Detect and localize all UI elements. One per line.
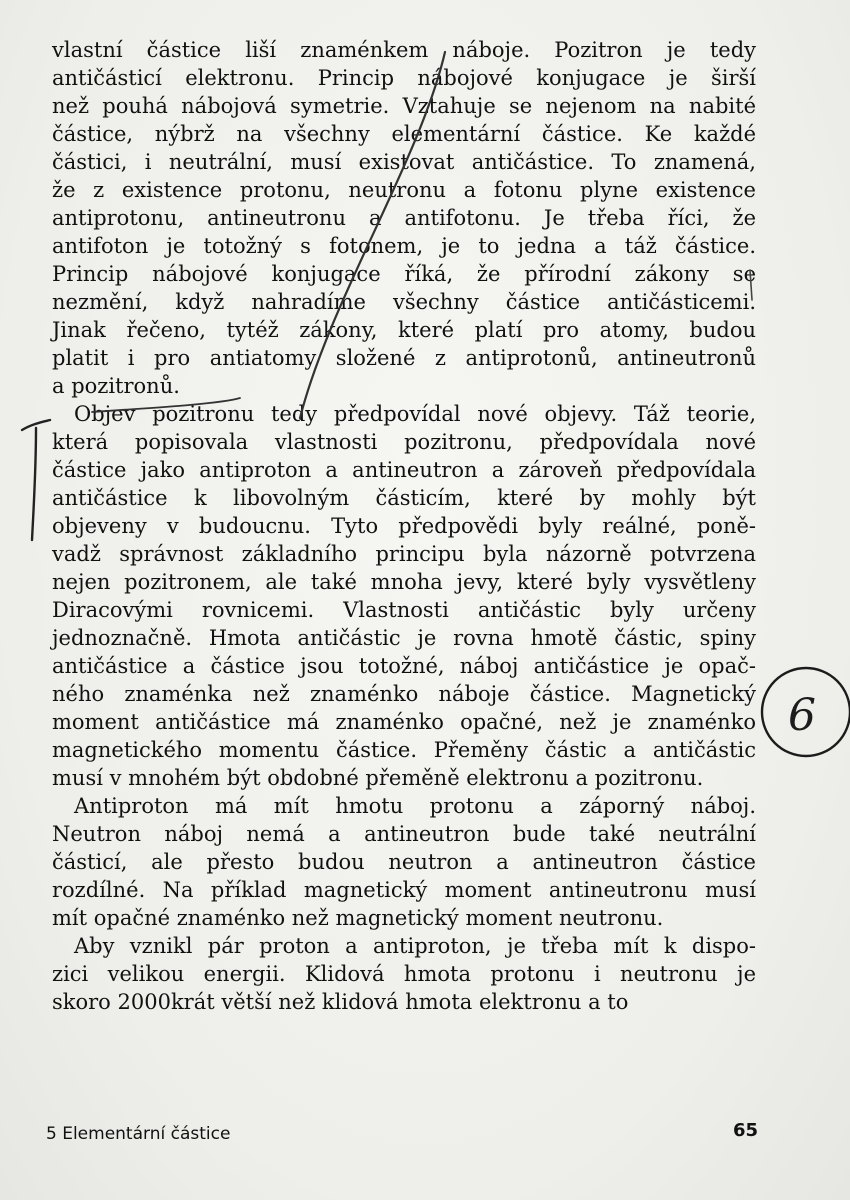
text-line: antifoton je totožný s fotonem, je to jedna a táž částice. [52, 234, 756, 258]
text-line: mít opačné znaménko než magnetický moment neutronu. [52, 906, 664, 930]
body-text [52, 36, 756, 1016]
text-line: antiprotonu, antineutronu a antifotonu. Je třeba říci, že [52, 206, 756, 230]
text-line: rozdílné. Na příklad magnetický moment antineutronu musí [52, 878, 756, 902]
text-line: ného znaménka než znaménko náboje částice. Magnetický [52, 682, 756, 706]
text-line: Aby vznikl pár proton a antiproton, je třeba mít k dispo- [74, 934, 756, 958]
text-line: zici velikou energii. Klidová hmota protonu i neutronu je [52, 962, 756, 986]
text-line: částice, nýbrž na všechny elementární částice. Ke každé [52, 122, 756, 146]
page-number: 65 [732, 1120, 758, 1141]
text-line: částicí, ale přesto budou neutron a antineutron částice [52, 850, 756, 874]
text-line: a pozitronů. [52, 374, 180, 398]
text-line: skoro 2000krát větší než klidová hmota elektronu a to [52, 990, 629, 1014]
text-line: Diracovými rovnicemi. Vlastnosti antičástic byly určeny [52, 598, 756, 622]
page-footer [46, 1120, 758, 1144]
text-line: platit i pro antiatomy složené z antiprotonů, antineutronů [52, 346, 756, 370]
chapter-running-title: 5 Elementární částice [46, 1124, 231, 1144]
text-line: objeveny v budoucnu. Tyto předpovědi byly reálné, poně- [52, 514, 756, 538]
text-line: nejen pozitronem, ale také mnoha jevy, které byly vysvětleny [52, 570, 756, 594]
text-line: částice jako antiproton a antineutron a zároveň předpovídala [52, 458, 756, 482]
text-line: částici, i neutrální, musí existovat antičástice. To znamená, [52, 150, 756, 174]
text-line: že z existence protonu, neutronu a fotonu plyne existence [52, 178, 756, 202]
text-line: vlastní částice liší znaménkem náboje. Pozitron je tedy [52, 38, 756, 62]
text-line: moment antičástice má znaménko opačné, než je znaménko [52, 710, 756, 734]
text-line: vadž správnost základního principu byla názorně potvrzena [52, 542, 756, 566]
text-line: nezmění, když nahradíme všechny částice antičásticemi. [52, 290, 756, 314]
text-line: Neutron náboj nemá a antineutron bude také neutrální [52, 822, 756, 846]
text-line: která popisovala vlastnosti pozitronu, předpovídala nové [52, 430, 756, 454]
text-line: Princip nábojové konjugace říká, že přírodní zákony se [52, 262, 756, 286]
text-line: Objev pozitronu tedy předpovídal nové objevy. Táž teorie, [74, 402, 756, 426]
text-line: antičástice a částice jsou totožné, náboj antičástice je opač- [52, 654, 756, 678]
text-line: jednoznačně. Hmota antičástic je rovna hmotě částic, spiny [52, 626, 756, 650]
text-line: musí v mnohém být obdobné přeměně elektronu a pozitronu. [52, 766, 704, 790]
text-line: Jinak řečeno, tytéž zákony, které platí pro atomy, budou [52, 318, 756, 342]
text-line: než pouhá nábojová symetrie. Vztahuje se nejenom na nabité [52, 94, 756, 118]
text-line: magnetického momentu částice. Přeměny částic a antičástic [52, 738, 756, 762]
text-line: antičástice k libovolným částicím, které by mohly být [52, 486, 756, 510]
circled-handwritten-number: 6 [788, 690, 816, 741]
text-line: antičásticí elektronu. Princip nábojové konjugace je širší [52, 66, 756, 90]
text-line: Antiproton má mít hmotu protonu a záporný náboj. [74, 794, 756, 818]
